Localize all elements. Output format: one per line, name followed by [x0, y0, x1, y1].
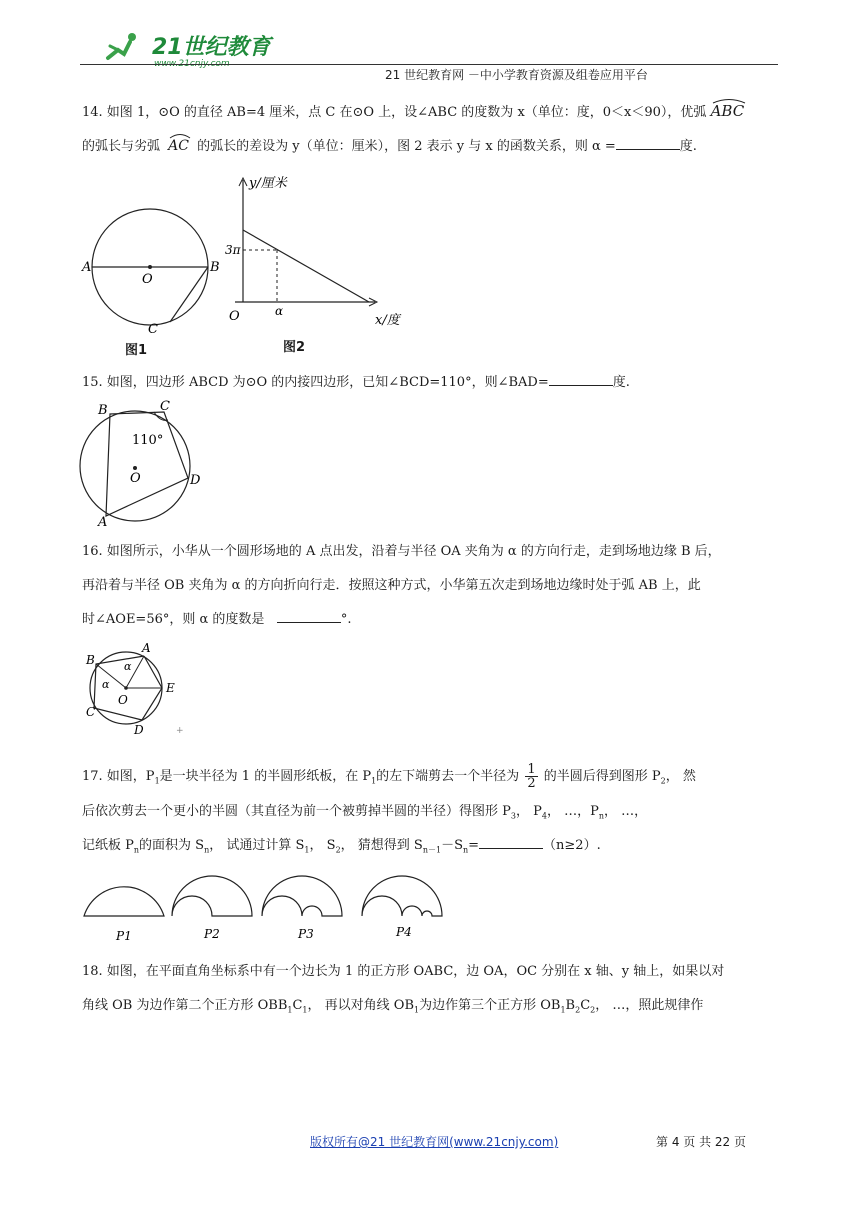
- fig1-label-b: B: [210, 260, 220, 275]
- arc-abc: ABC: [711, 103, 745, 120]
- anchor-mark: +: [176, 726, 184, 736]
- label-p1: P1: [116, 929, 132, 943]
- page-number: 第 4 页 共 22 页: [656, 1135, 746, 1149]
- q14-answer-blank[interactable]: [616, 137, 680, 150]
- fig16-alpha1: α: [124, 660, 132, 673]
- fig16-label-b: B: [86, 653, 95, 667]
- header-rule: [80, 64, 778, 65]
- fig2-y-tick: 3π: [225, 243, 241, 257]
- label-p2: P2: [204, 927, 220, 941]
- q16-line1: 16. 如图所示，小华从一个圆形场地的 A 点出发，沿着与半径 OA 夹角为 α 的方向行走，走到场地边缘 B 后，: [82, 544, 721, 559]
- logo-main-text: 21世纪教育: [152, 35, 271, 60]
- figure-p3: [262, 876, 342, 916]
- fig2-x-axis-label: x/度: [375, 313, 400, 328]
- fig15-label-a: A: [98, 515, 108, 528]
- fig15-label-d: D: [190, 473, 201, 488]
- label-p4: P4: [396, 925, 412, 939]
- q14-line2: 的弧长与劣弧 AC 的弧长的差设为 y（单位：厘米），图 2 表示 y 与 x 的函数关系，则 α = 度.: [82, 137, 782, 155]
- q18-line1: 18. 如图，在平面直角坐标系中有一个边长为 1 的正方形 OABC，边 OA，OC 分别在 x 轴、y 轴上，如果以对: [82, 964, 725, 979]
- fig2-caption: 图2: [283, 340, 306, 355]
- fig1-label-c: C: [148, 322, 158, 337]
- fig2-origin: O: [229, 309, 240, 324]
- q14-line1: 14. 如图 1，⊙O 的直径 AB=4 厘米，点 C 在⊙O 上，设∠ABC 的度数为 x（单位：度，0＜x＜90），优弧 ABC: [82, 103, 782, 121]
- fig1-label-o: O: [142, 272, 153, 287]
- fig1-label-a: A: [82, 260, 92, 275]
- runner-logo-icon: [100, 28, 280, 68]
- fig16-label-e: E: [166, 681, 175, 695]
- q15-answer-blank[interactable]: [549, 373, 613, 386]
- fig15-label-b: B: [98, 403, 108, 418]
- fig16-label-c: C: [86, 705, 96, 719]
- q14-figure1: [78, 195, 228, 345]
- q16-figure: [82, 638, 192, 738]
- q15-figure: [76, 398, 216, 528]
- copyright-link[interactable]: 版权所有@21 世纪教育网(www.21cnjy.com): [310, 1135, 559, 1149]
- q17-line3: 记纸板 $P_n$的面积为 $S_n$， 试通过计算 $S_1$， $S_2$， 猜想得到 $S_{n-1}-S_n= (n\ge 2)$.: [82, 838, 601, 855]
- fig16-alpha2: α: [102, 678, 110, 691]
- q15-text: 15. 如图，四边形 ABCD 为⊙O 的内接四边形，已知∠BCD=110°，则∠BAD= 度.: [82, 375, 630, 390]
- figure-p2: [172, 876, 252, 916]
- q17-answer-blank[interactable]: [479, 836, 543, 849]
- q14-figure2: [225, 172, 425, 332]
- label-p3: P3: [298, 927, 314, 941]
- fig16-label-o: O: [118, 693, 128, 707]
- q17-line1: 17. 如图，$P_1$是一块半径为 1 的半圆形纸板，在 $P_1$的左下端剪去一个半径为 $\frac{1}{2}$ 的半圆后得到图形 $P_2$， 然: [82, 762, 696, 791]
- fig15-label-c: C: [160, 399, 170, 414]
- fraction-half: $\frac{1}{2}$: [527, 762, 536, 791]
- arc-ac: AC: [168, 138, 189, 155]
- fig15-label-o: O: [130, 471, 141, 486]
- fig15-angle-label: 110°: [132, 433, 164, 448]
- fig16-label-d: D: [134, 723, 144, 737]
- q16-line3: 时∠AOE=56°，则 α 的度数是 °.: [82, 612, 352, 627]
- q17-figures: [80, 866, 460, 946]
- site-logo: [100, 28, 280, 68]
- fig1-caption: 图1: [125, 343, 148, 358]
- q16-answer-blank[interactable]: [277, 610, 341, 623]
- fig16-label-a: A: [142, 641, 151, 655]
- fig2-x-tick: α: [275, 304, 284, 318]
- q18-line2: 角线 OB 为边作第二个正方形 $OBB_1C_1$， 再以对角线 $OB_1$为边作第三个正方形 $OB_1B_2C_2$， …，照此规律作: [82, 998, 704, 1015]
- figure-p4: [362, 876, 442, 916]
- q17-line2: 后依次剪去一个更小的半圆（其直径为前一个被剪掉半圆的半径）得图形 $P_3$， $P_4$， …，$P_n$， …，: [82, 804, 648, 821]
- fig2-y-axis-label: y/厘米: [249, 176, 287, 191]
- site-title: 21 世纪教育网 －中小学教育资源及组卷应用平台: [385, 68, 648, 82]
- q16-line2: 再沿着与半径 OB 夹角为 α 的方向折向行走．按照这种方式，小华第五次走到场地边缘时处于弧 AB 上，此: [82, 578, 701, 593]
- figure-p1: [84, 887, 164, 916]
